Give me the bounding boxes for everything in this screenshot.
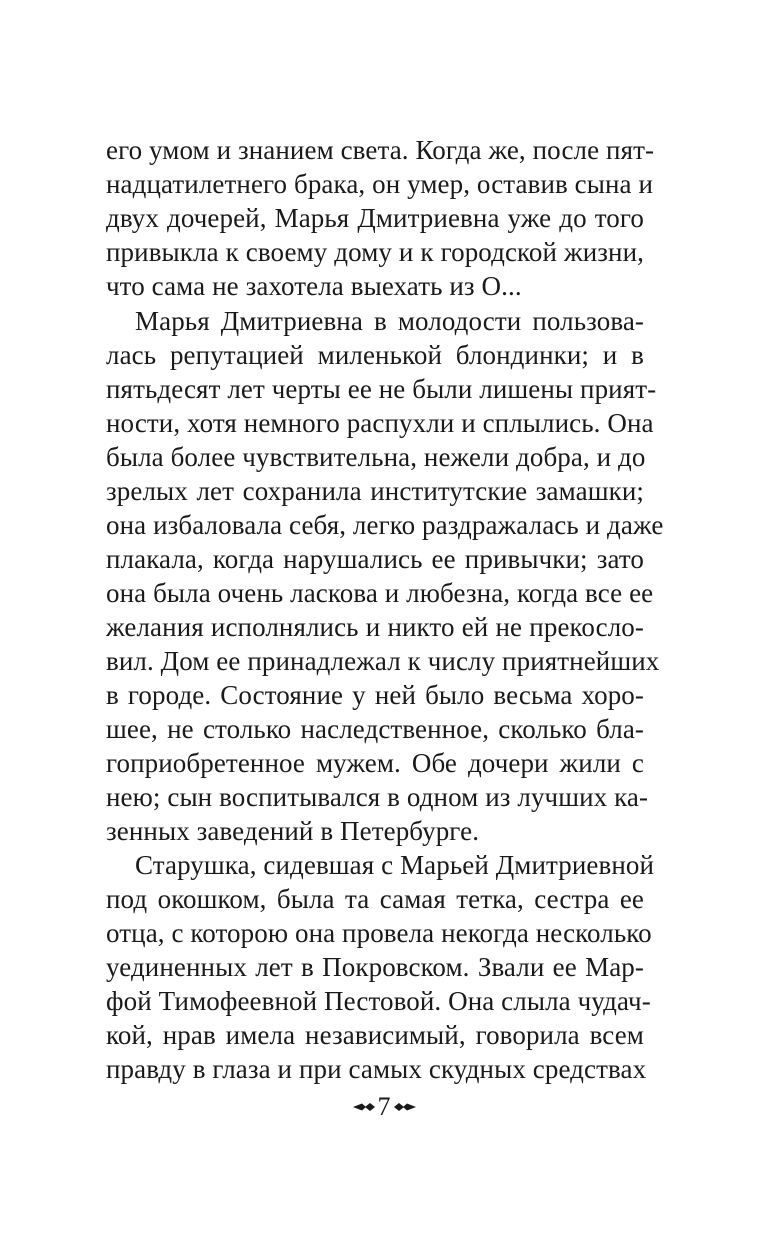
text-line: под окошком, была та самая тетка, сестра ее — [106, 884, 644, 914]
left-arrow-ornament-icon — [353, 1101, 375, 1113]
text-line: кой, нрав имела независимый, говорила всем — [106, 1020, 644, 1050]
text-line: вил. Дом ее принадлежал к числу приятнейших — [106, 646, 660, 676]
text-line: зрелых лет сохранила институтские замашки; — [106, 476, 644, 506]
text-line: двух дочерей, Марья Дмитриевна уже до того — [106, 203, 644, 233]
text-line: шее, не столько наследственное, сколько бла- — [106, 714, 644, 744]
text-line: желания исполнялись и никто ей не прекосло- — [106, 612, 644, 642]
text-line: зенных заведений в Петербурге. — [106, 816, 480, 846]
text-line: уединенных лет в Покровском. Звали ее Мар- — [106, 952, 644, 982]
text-line: гоприобретенное мужем. Обе дочери жили с — [106, 748, 644, 778]
paragraph-first-line: Марья Дмитриевна в молодости пользова- — [135, 306, 644, 336]
text-line: отца, с которою она провела некогда несколько — [106, 918, 652, 948]
text-line: она была очень ласкова и любезна, когда все ее — [106, 578, 654, 608]
text-line: она избаловала себя, легко раздражалась и даже — [106, 510, 664, 540]
paragraph-first-line: Старушка, сидевшая с Марьей Дмитриевной — [135, 850, 655, 880]
text-line: нею; сын воспитывался в одном из лучших ка- — [106, 782, 649, 812]
text-line: что сама не захотела выехать из О... — [106, 271, 522, 301]
text-line: в городе. Состояние у ней было весьма хоро- — [106, 680, 644, 710]
page-number: 7 — [377, 1092, 391, 1121]
text-line: его умом и знанием света. Когда же, после пят- — [106, 135, 655, 165]
text-line: привыкла к своему дому и к городской жизни, — [106, 237, 644, 267]
text-line: пятьдесят лет черты ее не были лишены прият- — [106, 374, 657, 404]
text-line: надцатилетнего брака, он умер, оставив сына и — [106, 169, 654, 199]
page-number-footer — [0, 1092, 768, 1122]
text-line: плакала, когда нарушались ее привычки; зато — [106, 544, 644, 574]
text-line: правду в глаза и при самых скудных средствах — [106, 1054, 647, 1084]
text-line: фой Тимофеевной Пестовой. Она слыла чудач- — [106, 986, 651, 1016]
text-line: лась репутацией миленькой блондинки; и в — [106, 340, 644, 370]
text-line: была более чувствительна, нежели добра, и до — [106, 442, 646, 472]
right-arrow-ornament-icon — [394, 1101, 416, 1113]
text-line: ности, хотя немного распухли и сплылись. Она — [106, 408, 654, 438]
